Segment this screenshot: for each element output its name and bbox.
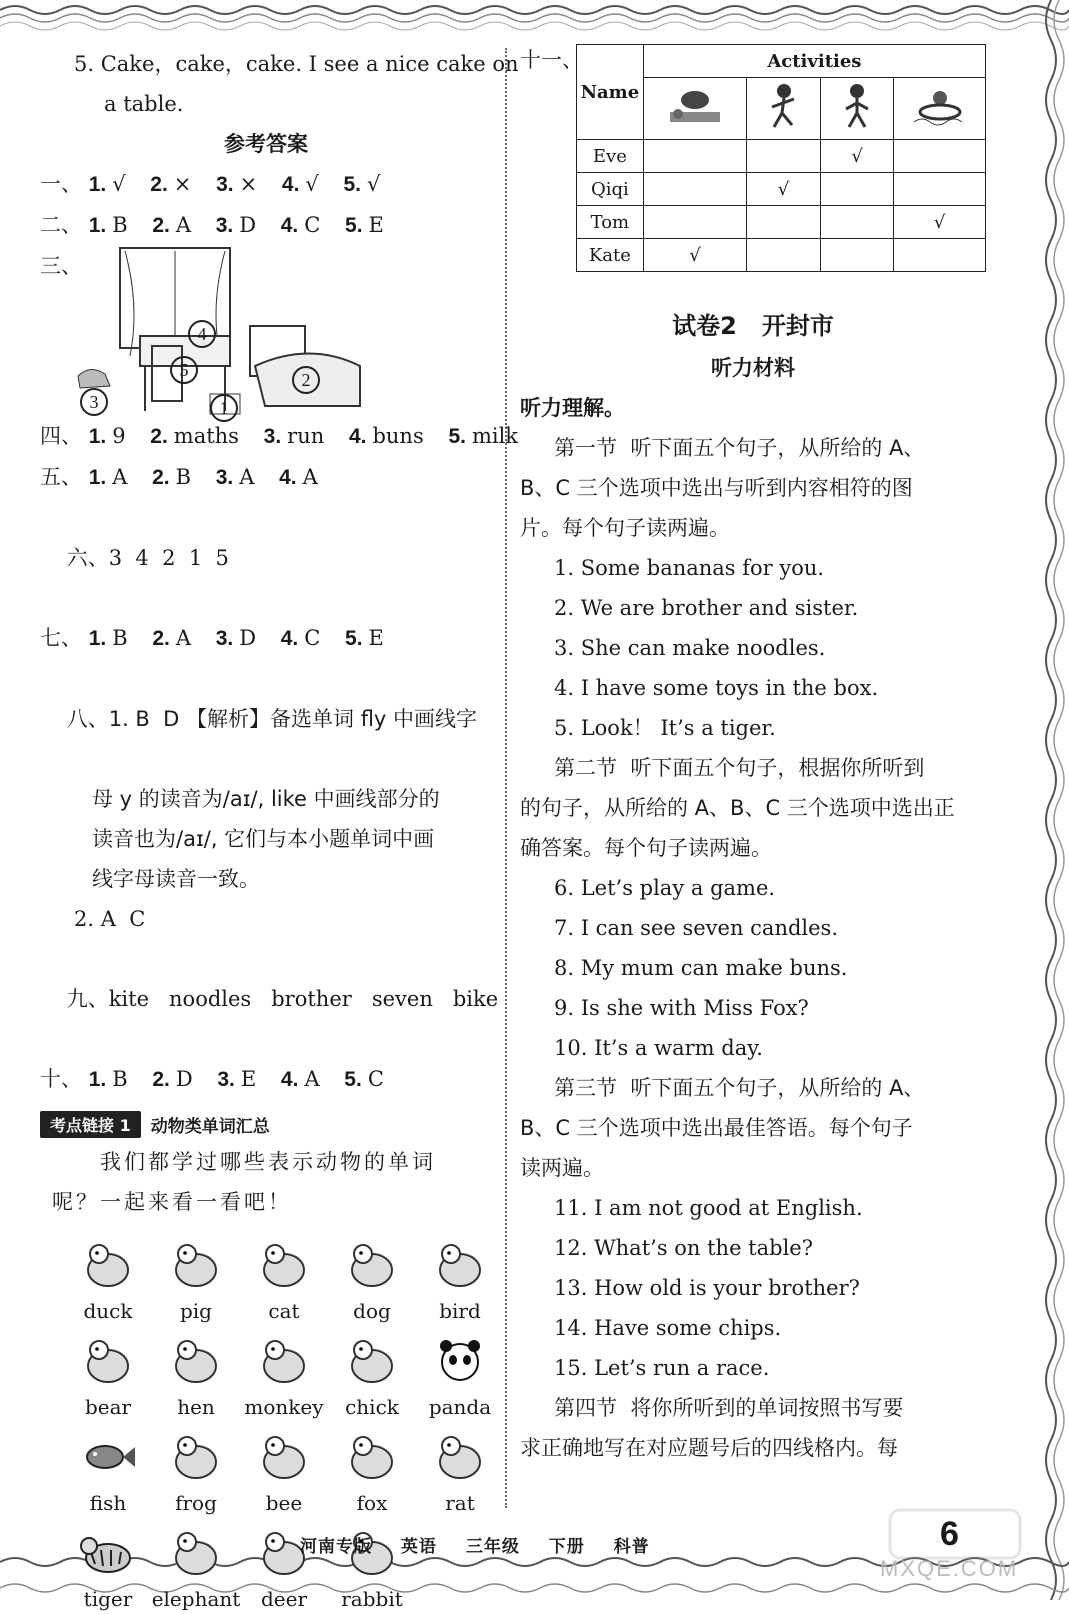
activity-swimming-icon xyxy=(894,78,986,140)
activities-table xyxy=(576,44,986,272)
listening-item: 7. I can see seven candles. xyxy=(554,916,839,940)
listening-item: 15. Let’s run a race. xyxy=(554,1356,770,1380)
animal-label: rabbit xyxy=(341,1587,403,1611)
animal-bee xyxy=(240,1426,328,1518)
marker-4: 4 xyxy=(188,320,216,348)
section4-line1: 第四节 将你所听到的单词按照书写要 xyxy=(554,1396,904,1420)
animal-fish xyxy=(64,1426,152,1518)
listening-line-5: 5. Cake，cake，cake. I see a nice cake on xyxy=(74,52,519,76)
listening-item: 5. Look！ It’s a tiger. xyxy=(554,716,776,740)
answers-heading: 参考答案 xyxy=(224,132,308,156)
top-wave-border xyxy=(0,0,1069,40)
section3-line1: 第三节 听下面五个句子，从所给的 A、 xyxy=(554,1076,925,1100)
answer-q8-line4: 线字母读音一致。 xyxy=(92,867,260,891)
animal-frog xyxy=(152,1426,240,1518)
answer-q5: 五、 1. A 2. B 3. A 4. A xyxy=(40,465,318,489)
listening-item: 3. She can make noodles. xyxy=(554,636,826,660)
animal-duck xyxy=(64,1234,152,1326)
animal-label: elephant xyxy=(151,1587,241,1611)
animal-label: hen xyxy=(177,1395,215,1419)
knowledge-link-badge: 考点链接 1 xyxy=(40,1111,141,1138)
listening-item: 9. Is she with Miss Fox? xyxy=(554,996,809,1020)
animal-label: chick xyxy=(345,1395,399,1419)
animal-label: panda xyxy=(428,1395,492,1419)
section2-line1: 第二节 听下面五个句子，根据你所听到 xyxy=(554,756,925,780)
animal-rat xyxy=(416,1426,504,1518)
section-title: 听力理解。 xyxy=(520,396,625,420)
answer-q8-line5: 2. A C xyxy=(74,907,146,931)
animal-label: monkey xyxy=(244,1395,324,1419)
section4-line2: 求正确地写在对应题号后的四线格内。每 xyxy=(520,1436,898,1460)
section1-line3: 片。每个句子读两遍。 xyxy=(520,516,730,540)
animal-pig xyxy=(152,1234,240,1326)
listening-item: 11. I am not good at English. xyxy=(554,1196,863,1220)
marker-5: 5 xyxy=(170,356,198,384)
listening-item: 8. My mum can make buns. xyxy=(554,956,848,980)
listening-item: 6. Let’s play a game. xyxy=(554,876,776,900)
knowledge-link-header xyxy=(40,1106,492,1142)
answer-q7: 七、 1. B 2. A 3. D 4. C 5. E xyxy=(40,626,384,650)
animal-label: pig xyxy=(179,1299,212,1323)
animals-intro-2: 呢？一起来看一看吧！ xyxy=(52,1190,292,1214)
dog-picture xyxy=(341,1234,403,1296)
panda-picture xyxy=(429,1330,491,1392)
material-title: 听力材料 xyxy=(711,356,795,380)
frog-picture xyxy=(165,1426,227,1488)
animal-bird xyxy=(416,1234,504,1326)
column-divider xyxy=(505,48,507,1508)
table-row: Qiqi √ xyxy=(577,173,986,206)
page-number: 6 xyxy=(940,1515,959,1553)
animal-label: dog xyxy=(353,1299,391,1323)
table-row: Kate √ xyxy=(577,239,986,272)
section3-line3: 读两遍。 xyxy=(520,1156,604,1180)
animals-intro-1: 我们都学过哪些表示动物的单词 xyxy=(100,1150,436,1174)
left-column xyxy=(40,44,519,1614)
marker-2: 2 xyxy=(292,366,320,394)
listening-item: 12. What’s on the table? xyxy=(554,1236,813,1260)
section3-line2: B、C 三个选项中选出最佳答语。每个句子 xyxy=(520,1116,913,1140)
animal-label: bear xyxy=(84,1395,132,1419)
animal-bear xyxy=(64,1330,152,1422)
animal-label: bird xyxy=(439,1299,481,1323)
activities-header: Activities xyxy=(643,45,985,78)
answer-q3: 三、 4 5 2 1 3 xyxy=(40,246,492,416)
listening-item: 4. I have some toys in the box. xyxy=(554,676,879,700)
rat-picture xyxy=(429,1426,491,1488)
section1-line2: B、C 三个选项中选出与听到内容相符的图 xyxy=(520,476,913,500)
animal-fox xyxy=(328,1426,416,1518)
page-footer: 河南专版 英语 三年级 下册 科普 xyxy=(300,1537,650,1557)
section2-line2: 的句子，从所给的 A、B、C 三个选项中选出正 xyxy=(520,796,955,820)
name-header: Name xyxy=(577,45,644,140)
duck-picture xyxy=(77,1234,139,1296)
animal-label: deer xyxy=(260,1587,308,1611)
answer-q2: 二、 1. B 2. A 3. D 4. C 5. E xyxy=(40,213,384,237)
animal-label: fish xyxy=(89,1491,127,1515)
animal-label: bee xyxy=(265,1491,303,1515)
answer-q1: 一、 1. √ 2. × 3. × 4. √ 5. √ xyxy=(40,172,381,196)
marker-1: 1 xyxy=(210,394,238,422)
animal-hen xyxy=(152,1330,240,1422)
fox-picture xyxy=(341,1426,403,1488)
answer-q6: 六、3 4 2 1 5 xyxy=(66,546,229,570)
listening-item: 1. Some bananas for you. xyxy=(554,556,825,580)
animal-label: rat xyxy=(445,1491,475,1515)
activity-animals-icon xyxy=(643,78,747,140)
animal-label: duck xyxy=(83,1299,133,1323)
listening-item: 14. Have some chips. xyxy=(554,1316,782,1340)
animal-label: fox xyxy=(356,1491,388,1515)
room-picture xyxy=(70,246,370,416)
fish-picture xyxy=(77,1426,139,1488)
test-title: 试卷2 开封市 xyxy=(672,312,834,340)
answer-q8-line1: 八、1. B D 【解析】备选单词 fly 中画线字 xyxy=(66,707,478,731)
right-column xyxy=(520,44,986,1468)
chick-picture xyxy=(341,1330,403,1392)
animal-chick xyxy=(328,1330,416,1422)
answer-q8-line2: 母 y 的读音为/aɪ/, like 中画线部分的 xyxy=(92,787,440,811)
hen-picture xyxy=(165,1330,227,1392)
watermark-text: MXQE.COM xyxy=(880,1556,1019,1581)
monkey-picture xyxy=(253,1330,315,1392)
elephant-picture xyxy=(165,1522,227,1584)
animal-dog xyxy=(328,1234,416,1326)
animal-monkey xyxy=(240,1330,328,1422)
animal-cat xyxy=(240,1234,328,1326)
listening-item: 2. We are brother and sister. xyxy=(554,596,859,620)
activity-running-boy-icon xyxy=(747,78,821,140)
bee-picture xyxy=(253,1426,315,1488)
animal-label: frog xyxy=(175,1491,217,1515)
activity-running-girl-icon xyxy=(820,78,894,140)
animal-label: cat xyxy=(268,1299,300,1323)
listening-item: 10. It’s a warm day. xyxy=(554,1036,763,1060)
knowledge-link-title: 动物类单词汇总 xyxy=(150,1116,270,1137)
animal-elephant xyxy=(152,1522,240,1614)
bird-picture xyxy=(429,1234,491,1296)
marker-3: 3 xyxy=(80,388,108,416)
bear-picture xyxy=(77,1330,139,1392)
animal-vocab-grid xyxy=(64,1234,492,1614)
answer-q10: 十、 1. B 2. D 3. E 4. A 5. C xyxy=(40,1067,384,1091)
table-row: Eve √ xyxy=(577,140,986,173)
listening-line-5-cont: a table. xyxy=(104,92,184,116)
cat-picture xyxy=(253,1234,315,1296)
animal-tiger xyxy=(64,1522,152,1614)
tiger-picture xyxy=(77,1522,139,1584)
answer-q8-line3: 读音也为/aɪ/, 它们与本小题单词中画 xyxy=(92,827,435,851)
answer-q9: 九、kite noodles brother seven bike xyxy=(66,987,499,1011)
table-row: Tom √ xyxy=(577,206,986,239)
section2-line3: 确答案。每个句子读两遍。 xyxy=(520,836,772,860)
animal-panda xyxy=(416,1330,504,1422)
section1-line1: 第一节 听下面五个句子，从所给的 A、 xyxy=(554,436,925,460)
listening-item: 13. How old is your brother? xyxy=(554,1276,860,1300)
right-wave-border xyxy=(1029,0,1069,1600)
animal-label: tiger xyxy=(83,1587,133,1611)
answer-q4: 四、 1. 9 2. maths 3. run 4. buns 5. milk xyxy=(40,424,519,448)
answer-q11: 十一、 Name Activities Eve √ Qiqi √ Tom √ Kate √ xyxy=(520,44,986,292)
pig-picture xyxy=(165,1234,227,1296)
